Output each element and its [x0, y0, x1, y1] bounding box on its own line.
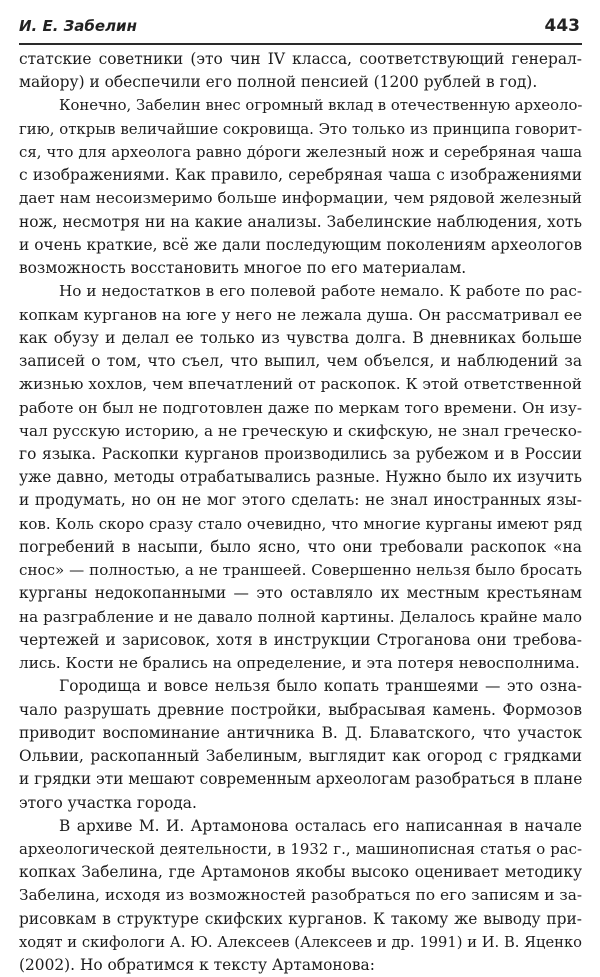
text-line: возможность восстановить многое по его материалам.: [19, 259, 467, 278]
text-line: Забелина, исходя из возможностей разобраться по его записям и за-: [19, 886, 582, 905]
text-line: приводит воспоминание античника В. Д. Блаватского, что участок: [19, 723, 582, 742]
text-line: копкам курганов на юге у него не лежала душа. Он рассматривал ее: [19, 305, 582, 324]
text-line: жизнью хохлов, чем впечатлений от раскопок. К этой ответственной: [19, 375, 582, 394]
text-line: чал русскую историю, а не греческую и скифскую, не знал греческо-: [19, 421, 582, 440]
text-line: статские советники (это чин IV класса, соответствующий генерал-: [19, 50, 582, 68]
text-line: снос» — полностью, а не траншеей. Совершенно нельзя было бросать: [19, 561, 582, 580]
text-line: чертежей и зарисовок, хотя в инструкции Строганова они требова-: [19, 630, 582, 649]
text-line: и очень краткие, всё же дали последующим поколениям археологов: [19, 235, 582, 254]
text-line: на разграбление и не давало полной картины. Делалось крайне мало: [19, 607, 582, 626]
text-line: рисовкам в структуре скифских курганов. К такому же выводу при-: [19, 909, 582, 928]
text-line: археологической деятельности, в 1932 г., машинописная статья о рас-: [19, 839, 582, 858]
running-head-author: И. Е. Забелин: [19, 17, 137, 35]
text-line: погребений в насыпи, было ясно, что они требовали раскопок «на: [19, 537, 582, 556]
paragraph-first-line: Городища и вовсе нельзя было копать траншеями — это озна-: [59, 677, 582, 696]
text-line: нож, несмотря ни на какие анализы. Забелинские наблюдения, хоть: [19, 212, 582, 231]
text-line: ходят и скифологи А. Ю. Алексеев (Алексеев и др. 1991) и И. В. Яценко: [19, 933, 582, 951]
text-line: ков. Коль скоро сразу стало очевидно, что многие курганы имеют ряд: [19, 514, 582, 533]
text-line: Ольвии, раскопанный Забелиным, выглядит как огород с грядками: [19, 747, 582, 766]
text-line: чало разрушать древние постройки, выбрасывая камень. Формозов: [19, 700, 582, 719]
paragraph-first-line: В архиве М. И. Артамонова осталась его написанная в начале: [59, 816, 582, 835]
text-line: го языка. Раскопки курганов производились за рубежом и в России: [19, 444, 582, 463]
paragraph-first-line: Но и недостатков в его полевой работе немало. К работе по рас-: [59, 282, 582, 301]
text-line: майору) и обеспечили его полной пенсией (1200 рублей в год).: [19, 73, 538, 92]
text-line: с изображениями. Как правило, серебряная чаша с изображениями: [19, 166, 582, 185]
text-line: гию, открыв величайшие сокровища. Это только из принципа говорит-: [19, 119, 582, 138]
body-text: [19, 48, 582, 977]
paragraph-first-line: Конечно, Забелин внес огромный вклад в отечественную археоло-: [59, 97, 582, 115]
text-line: лись. Кости не брались на определение, и эта потеря невосполнима.: [19, 654, 580, 673]
text-line: уже давно, методы отрабатывались разные. Нужно было их изучить: [19, 468, 582, 487]
text-line: работе он был не подготовлен даже по меркам того времени. Он изу-: [19, 398, 582, 417]
text-line: дает нам несоизмеримо больше информации, чем рядовой железный: [19, 189, 582, 208]
text-line: как обузу и делал ее только из чувства долга. В дневниках больше: [19, 328, 582, 347]
page-number: 443: [544, 16, 580, 36]
text-line: ся, что для археолога равно до́роги железный нож и серебряная чаша: [19, 142, 582, 161]
text-line: этого участка города.: [19, 793, 197, 812]
text-line: записей о том, что съел, что выпил, чем объелся, и наблюдений за: [19, 352, 582, 371]
text-line: (2002). Но обратимся к тексту Артамонова:: [19, 956, 375, 975]
text-line: копках Забелина, где Артамонов якобы высоко оценивает методику: [19, 863, 582, 882]
text-line: и грядки эти мешают современным археологам разобраться в плане: [19, 770, 582, 789]
text-line: курганы недокопанными — это оставляло их местным крестьянам: [19, 584, 582, 603]
text-line: и продумать, но он не мог этого сделать: не знал иностранных язы-: [19, 491, 582, 510]
running-head: [19, 7, 582, 45]
